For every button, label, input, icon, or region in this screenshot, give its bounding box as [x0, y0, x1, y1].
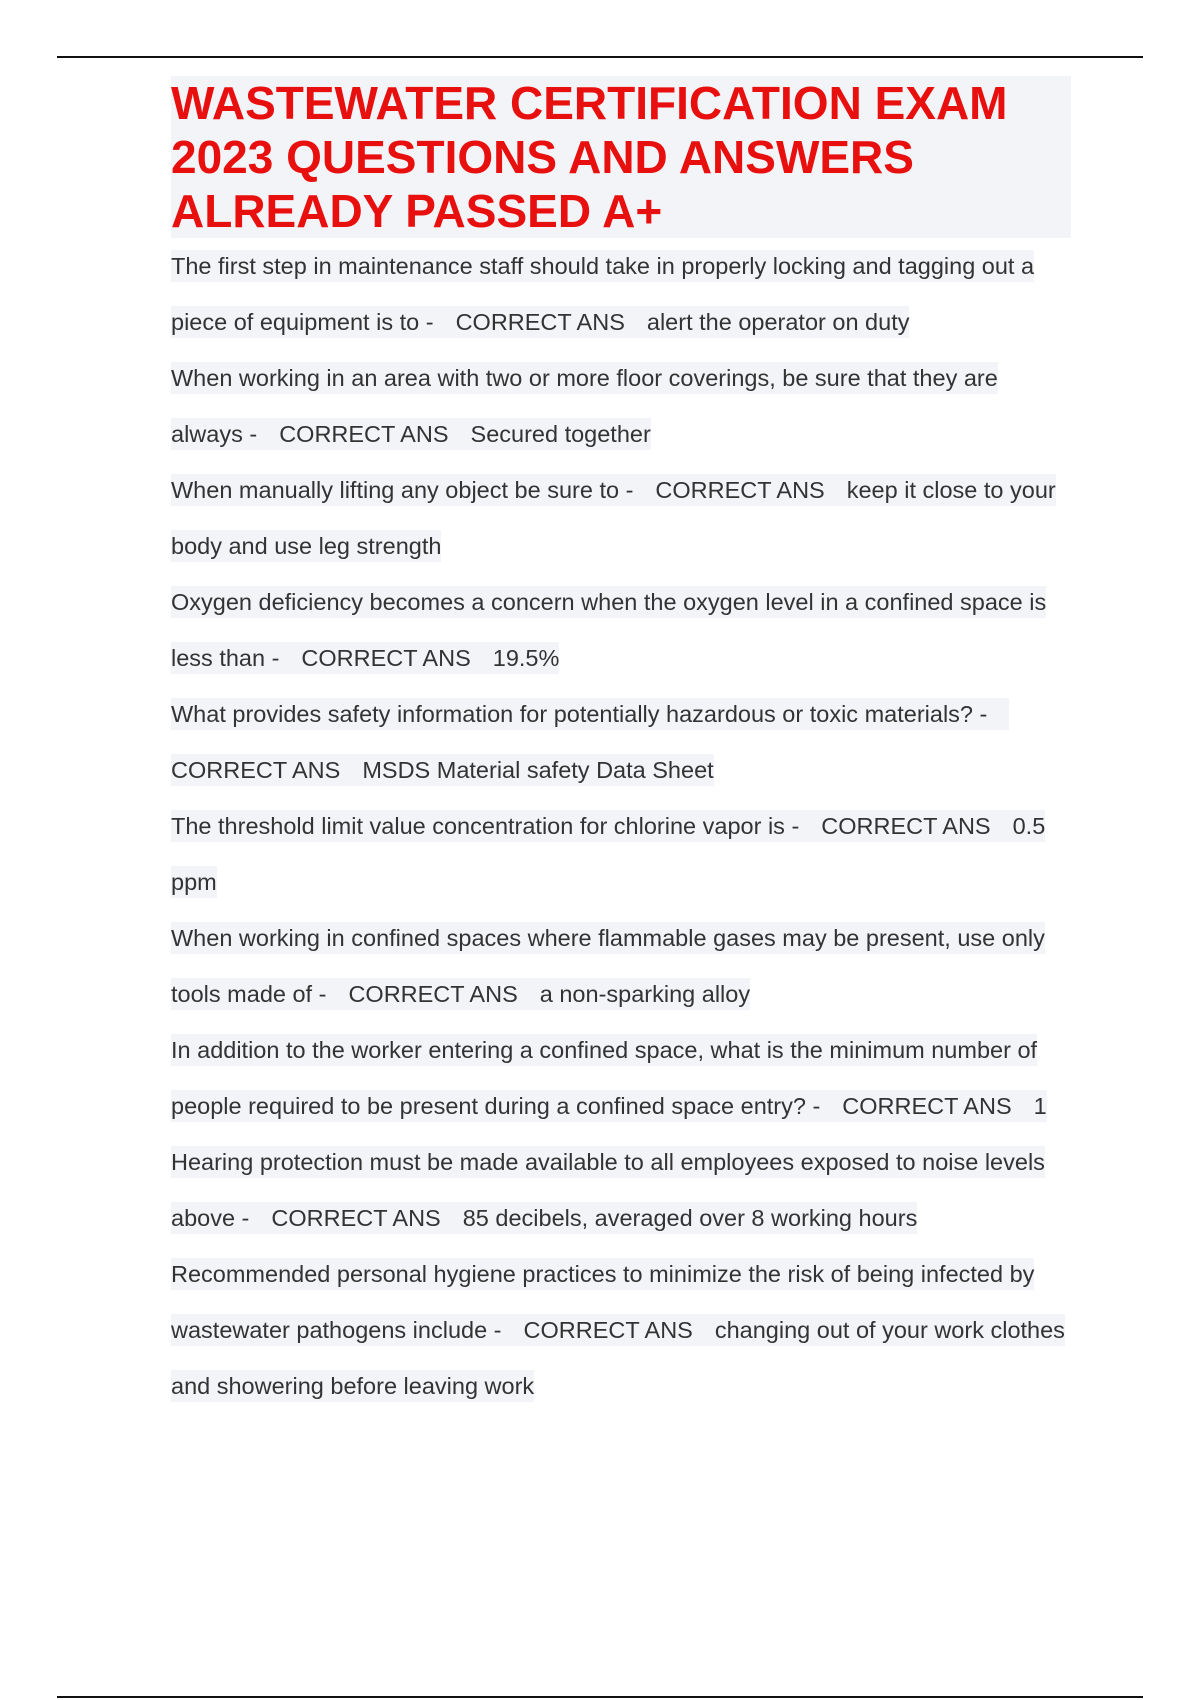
qa-item — [171, 1022, 1071, 1134]
qa-list — [171, 238, 1071, 1414]
answer-text: changing out of your work clothes and showering before leaving work — [171, 1317, 1065, 1399]
top-rule — [57, 56, 1143, 58]
question-text: The first step in maintenance staff should take in properly locking and tagging out a piece of equipment is to - — [171, 253, 1035, 335]
qa-item — [171, 462, 1071, 574]
answer-marker: CORRECT ANS — [655, 477, 825, 503]
question-text: The threshold limit value concentration for chlorine vapor is - — [171, 813, 800, 839]
qa-item — [171, 238, 1071, 350]
answer-marker: CORRECT ANS — [301, 645, 471, 671]
answer-marker: CORRECT ANS — [821, 813, 991, 839]
question-text: Oxygen deficiency becomes a concern when the oxygen level in a confined space is less than - — [171, 589, 1047, 671]
document-title: WASTEWATER CERTIFICATION EXAM 2023 QUESTIONS AND ANSWERS ALREADY PASSED A+ — [171, 76, 1071, 238]
answer-marker: CORRECT ANS — [348, 981, 518, 1007]
answer-text: 0.5 ppm — [171, 813, 1046, 895]
question-text: Recommended personal hygiene practices to minimize the risk of being infected by wastewater pathogens include - — [171, 1261, 1035, 1343]
qa-item — [171, 686, 1071, 798]
question-text: When working in confined spaces where flammable gases may be present, use only tools made of - — [171, 925, 1045, 1007]
answer-text: keep it close to your body and use leg strength — [171, 477, 1056, 559]
answer-text: MSDS Material safety Data Sheet — [362, 757, 714, 783]
qa-item — [171, 1134, 1071, 1246]
qa-item — [171, 910, 1071, 1022]
question-text: When manually lifting any object be sure to - — [171, 477, 634, 503]
bottom-rule — [57, 1696, 1143, 1698]
answer-text: alert the operator on duty — [646, 309, 910, 335]
answer-text: a non-sparking alloy — [539, 981, 751, 1007]
answer-marker: CORRECT ANS — [279, 421, 449, 447]
answer-text: Secured together — [470, 421, 651, 447]
question-text: What provides safety information for potentially hazardous or toxic materials? - — [171, 701, 988, 727]
qa-item — [171, 1246, 1071, 1414]
question-text: Hearing protection must be made available to all employees exposed to noise levels above - — [171, 1149, 1045, 1231]
answer-marker: CORRECT ANS — [271, 1205, 441, 1231]
answer-marker: CORRECT ANS — [171, 757, 341, 783]
question-text: In addition to the worker entering a confined space, what is the minimum number of people required to be present during a confined space entry? - — [171, 1037, 1038, 1119]
qa-item — [171, 574, 1071, 686]
answer-marker: CORRECT ANS — [523, 1317, 693, 1343]
answer-marker: CORRECT ANS — [842, 1093, 1012, 1119]
qa-item — [171, 350, 1071, 462]
question-text: When working in an area with two or more floor coverings, be sure that they are always - — [171, 365, 998, 447]
document-body — [171, 76, 1071, 1414]
answer-text: 85 decibels, averaged over 8 working hours — [462, 1205, 918, 1231]
answer-text: 19.5% — [492, 645, 560, 671]
answer-text: 1 — [1033, 1093, 1047, 1119]
answer-marker: CORRECT ANS — [455, 309, 625, 335]
qa-item — [171, 798, 1071, 910]
